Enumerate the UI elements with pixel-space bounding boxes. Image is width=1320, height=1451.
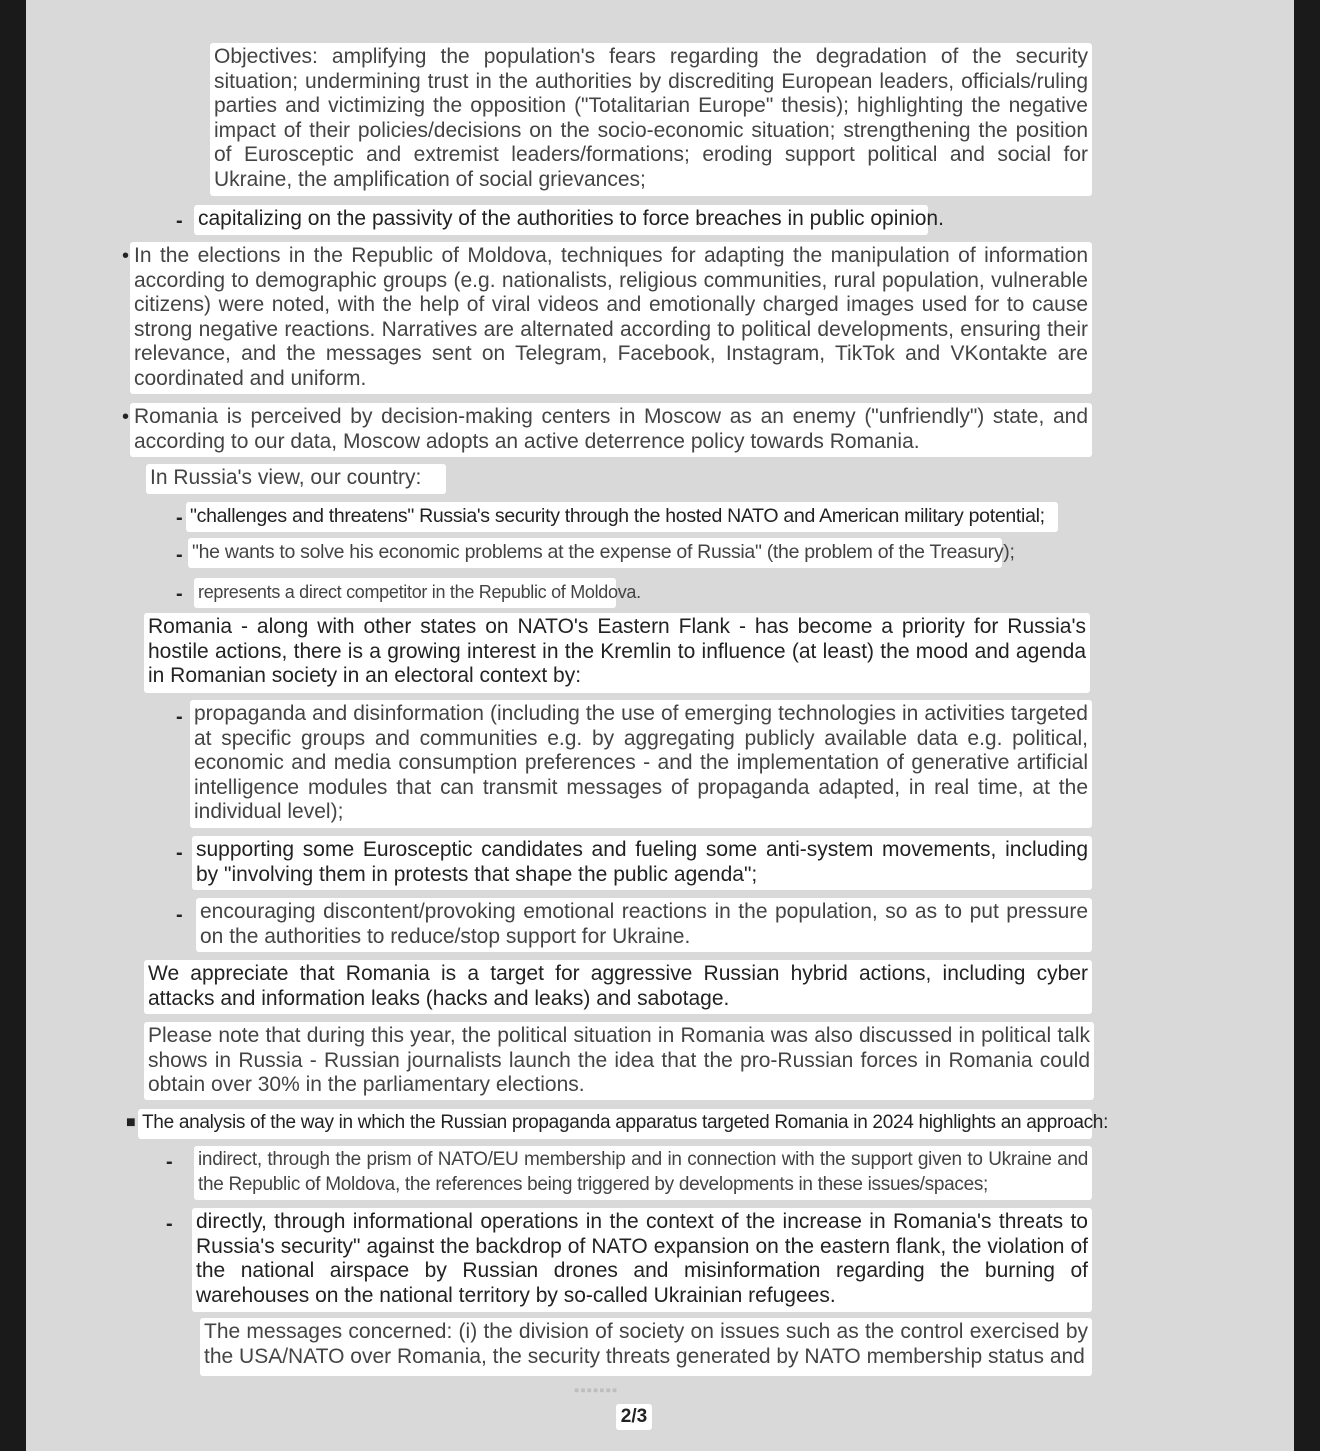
square-marker: ■: [126, 1114, 136, 1131]
messages-paragraph: The messages concerned: (i) the division of society on issues such as the control exercised by the USA/NATO over Romania, the security threats generated by NATO membership status and: [200, 1318, 1092, 1376]
russia-view-heading: In Russia's view, our country:: [146, 464, 446, 494]
footer-watermark: ▪▪▪▪▪▪▪: [574, 1382, 619, 1399]
bullet-marker: •: [122, 406, 130, 428]
discontent-item: encouraging discontent/provoking emotional reactions in the population, so as to put pressure on the authorities to reduce/stop support for Ukraine.: [196, 898, 1092, 952]
document-page: [26, 0, 1294, 1451]
passivity-item: capitalizing on the passivity of the authorities to force breaches in public opinion.: [194, 205, 928, 235]
enemy-paragraph: Romania is perceived by decision-making centers in Moscow as an enemy ("unfriendly") state, and according to our data, Moscow adopts an active deterrence policy towards Romania.: [130, 403, 1092, 457]
economic-item: "he wants to solve his economic problems at the expense of Russia" (the problem of the Treasury);: [188, 538, 1002, 568]
target-paragraph: We appreciate that Romania is a target for aggressive Russian hybrid actions, including cyber attacks and information leaks (hacks and leaks) and sabotage.: [144, 960, 1092, 1014]
dash-marker: -: [166, 1213, 173, 1235]
page-number: 2/3: [616, 1404, 652, 1430]
competitor-item: represents a direct competitor in the Republic of Moldova.: [194, 578, 616, 608]
propaganda-item: propaganda and disinformation (including the use of emerging technologies in activities targeted at specific groups and communities e.g. by aggregating publicly available data e.g. political, economic and media consumption preferences - and the implementation of generative artificial intelligence modules that can transmit messages of propaganda adapted, in real time, at the individual level);: [190, 700, 1092, 828]
talkshows-paragraph: Please note that during this year, the political situation in Romania was also discussed in political talk shows in Russia - Russian journalists launch the idea that the pro-Russian forces in Romania could obtain over 30% in the parliamentary elections.: [144, 1022, 1094, 1100]
dash-marker: -: [166, 1151, 173, 1173]
dash-marker: -: [176, 706, 183, 728]
dash-marker: -: [176, 842, 183, 864]
objectives-paragraph: Objectives: amplifying the population's fears regarding the degradation of the security situation; undermining trust in the authorities by discrediting European leaders, officials/ruling parties and victimizing the opposition ("Totalitarian Europe" thesis); highlighting the negative impact of their policies/decisions on the socio-economic situation; strengthening the position of Eurosceptic and extremist leaders/formations; eroding support political and social for Ukraine, the amplification of social grievances;: [210, 43, 1092, 196]
dash-marker: -: [176, 210, 183, 232]
priority-paragraph: Romania - along with other states on NATO's Eastern Flank - has become a priority for Russia's hostile actions, there is a growing interest in the Kremlin to influence (at least) the mood and agenda in Romanian society in an electoral context by:: [144, 613, 1090, 693]
moldova-paragraph: In the elections in the Republic of Moldova, techniques for adapting the manipulation of information according to demographic groups (e.g. nationalists, religious communities, rural population, vulnerable citizens) were noted, with the help of viral videos and emotionally charged images used for to cause strong negative reactions. Narratives are alternated according to political developments, ensuring their relevance, and the messages sent on Telegram, Facebook, Instagram, TikTok and VKontakte are coordinated and uniform.: [130, 242, 1092, 394]
challenges-item: "challenges and threatens" Russia's security through the hosted NATO and American military potential;: [186, 502, 1058, 532]
eurosceptic-item: supporting some Eurosceptic candidates and fueling some anti-system movements, including by "involving them in protests that shape the public agenda";: [192, 836, 1092, 890]
dash-marker: -: [176, 904, 183, 926]
directly-item: directly, through informational operations in the context of the increase in Romania's threats to Russia's security" against the backdrop of NATO expansion on the eastern flank, the violation of the national airspace by Russian drones and misinformation regarding the burning of warehouses on the national territory by so-called Ukrainian refugees.: [192, 1208, 1092, 1312]
dash-marker: -: [176, 544, 183, 566]
analysis-paragraph: The analysis of the way in which the Russian propaganda apparatus targeted Romania in 2024 highlights an approach:: [138, 1109, 1092, 1139]
indirect-item: indirect, through the prism of NATO/EU membership and in connection with the support given to Ukraine and the Republic of Moldova, the references being triggered by developments in these issues/spaces;: [194, 1146, 1092, 1200]
dash-marker: -: [176, 507, 183, 529]
bullet-marker: •: [122, 245, 130, 267]
dash-marker: -: [176, 583, 183, 605]
